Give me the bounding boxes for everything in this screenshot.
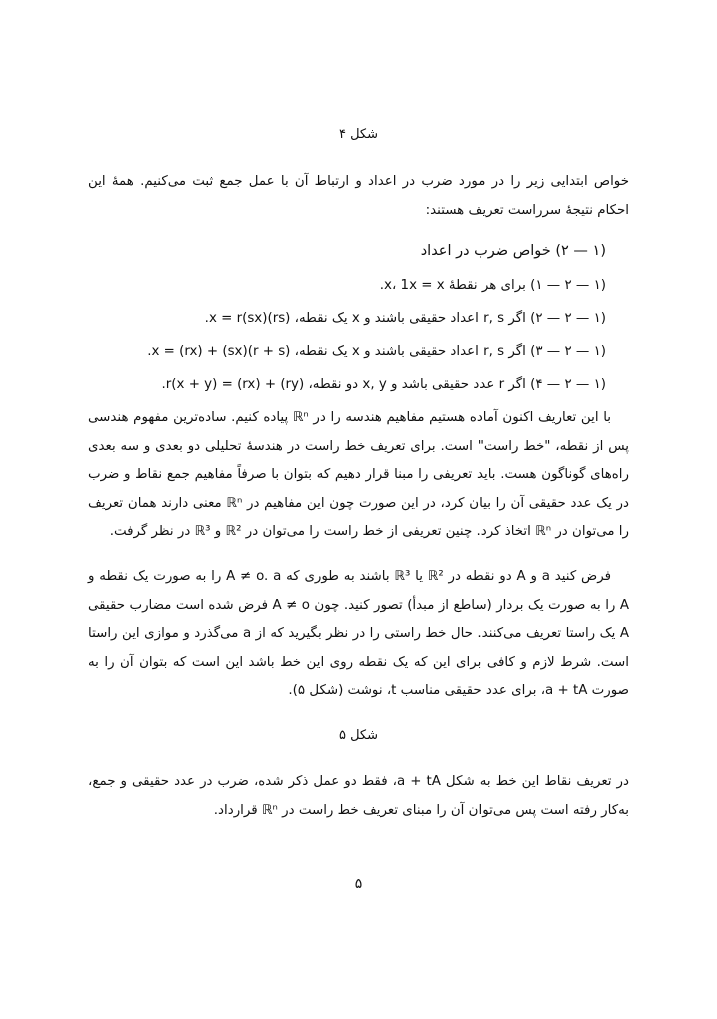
page-number: ۵ [354, 876, 363, 892]
line-definition-paragraph: فرض کنید a و A دو نقطه در ℝ² یا ℝ³ باشند به طوری که A ≠ o. a را به صورت یک نقطه و A را به صورت یک بردار (ساطع از مبدأ) تصور کنید. چون A ≠ o فرض شده است مضارب حقیقی A یک راستا تعریف می‌کنند. حال خط راستی را در نظر بگیرید که از a می‌گذرد و موازی این راستا است. شرط لازم و کافی برای این که یک نقطه روی این خط باشد این است که بتوان آن را به صورت a + tA، برای عدد حقیقی مناسب t، نوشت (شکل ۵). [88, 569, 629, 699]
section-heading: (۱ — ۲) خواص ضرب در اعداد [420, 243, 606, 259]
intro-paragraph: خواص ابتدایی زیر را در مورد ضرب در اعداد و ارتباط آن با عمل جمع ثبت می‌کنیم. همهٔ این احکام نتیجهٔ سرراست تعریف هستند: [88, 174, 629, 218]
property-2: (۱ — ۲ — ۲) اگر r, s اعداد حقیقی باشند و x یک نقطه، (rs)x = r(sx). [204, 311, 606, 326]
figure-caption-4: شکل ۴ [338, 127, 379, 142]
closing-paragraph: در تعریف نقاط این خط به شکل a + tA، فقط دو عمل ذکر شده، ضرب در عدد حقیقی و جمع، به‌کار رفته است پس می‌توان آن را مبنای تعریف خط راست در ℝⁿ قرارداد. [88, 774, 629, 818]
geometry-paragraph: با این تعاریف اکنون آماده هستیم مفاهیم هندسه را در ℝⁿ پیاده کنیم. ساده‌ترین مفهوم هندسی پس از نقطه، "خط راست" است. برای تعریف خط راست در هندسهٔ تحلیلی دو بعدی و سه بعدی راه‌های گوناگون هست. باید تعریفی را مبنا قرار دهیم که بتوان با صرفاً مفاهیم جمع نقاط و ضرب در یک عدد حقیقی آن را بیان کرد، در این صورت چون این مفاهیم در ℝⁿ معنی دارند همان تعریف را می‌توان در ℝⁿ اتخاذ کرد. چنین تعریفی از خط راست را می‌توان در ℝ² و ℝ³ در نظر گرفت. [88, 410, 629, 540]
figure-caption-5: شکل ۵ [338, 728, 379, 743]
property-4: (۱ — ۲ — ۴) اگر r عدد حقیقی باشد و x, y دو نقطه، r(x + y) = (rx) + (ry). [161, 377, 606, 392]
property-3: (۱ — ۲ — ۳) اگر r, s اعداد حقیقی باشند و x یک نقطه، (r + s)x = (rx) + (sx). [147, 344, 606, 359]
property-1: (۱ — ۲ — ۱) برای هر نقطهٔ x، 1x = x. [379, 278, 606, 293]
